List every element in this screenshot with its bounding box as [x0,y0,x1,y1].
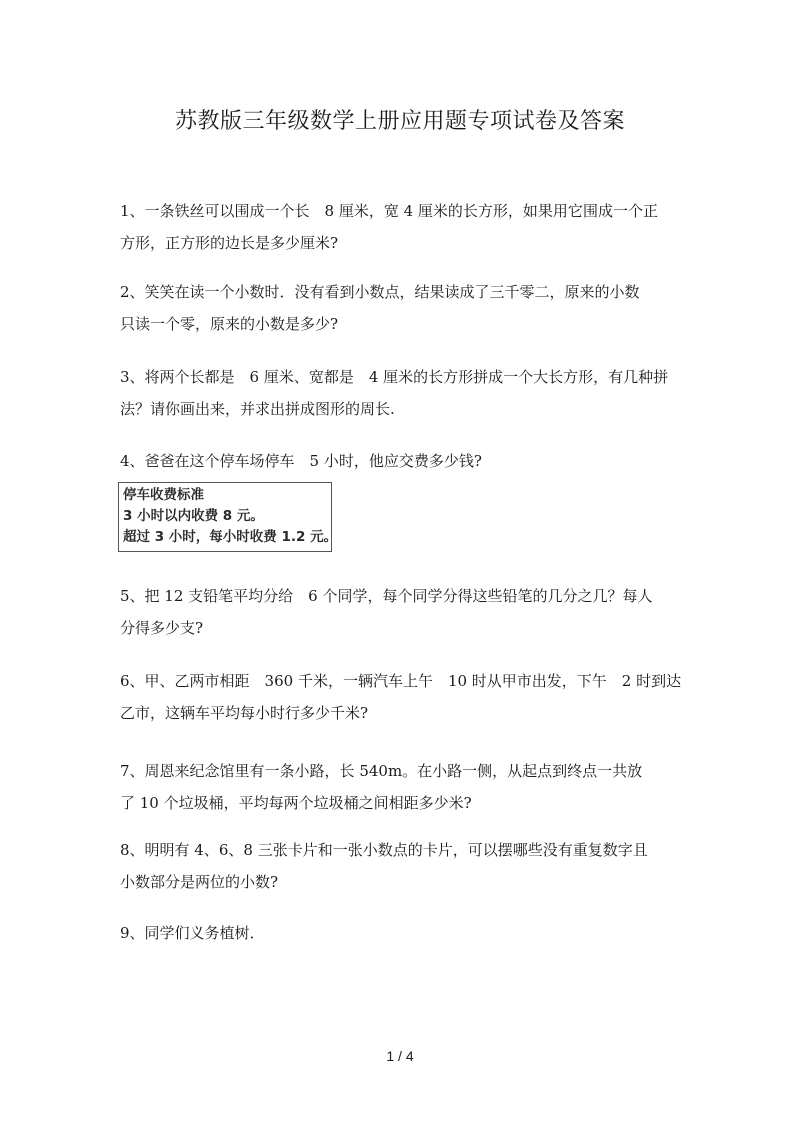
question-line: 了 10 个垃圾桶，平均每两个垃圾桶之间相距多少米? [120,794,472,812]
question-line: 9、同学们义务植树． [120,924,265,942]
question-4 [120,445,680,477]
question-line: 5、把 12 支铅笔平均分给 6 个同学，每个同学分得这些铅笔的几分之几？每人 [120,587,653,605]
question-2 [120,276,680,340]
parking-fee-table [118,482,338,552]
question-6 [120,665,680,729]
question-3 [120,361,680,425]
question-line: 法？请你画出来，并求出拼成图形的周长. [120,400,395,418]
document-title: 苏教版三年级数学上册应用题专项试卷及答案 [174,109,625,134]
question-line: 3、将两个长都是 6 厘米、宽都是 4 厘米的长方形拼成一个大长方形，有几种拼 [120,368,669,386]
question-5 [120,580,680,644]
question-line: 只读一个零，原来的小数是多少? [120,315,339,333]
question-1 [120,195,680,259]
question-line: 小数部分是两位的小数? [120,873,279,891]
question-line: 8、明明有 4、6、8 三张卡片和一张小数点的卡片，可以摆哪些没有重复数字且 [120,841,648,859]
fee-table-row: 3 小时以内收费 8 元。 [123,508,264,524]
fee-table-heading: 停车收费标准 [123,487,204,503]
question-line: 2、笑笑在读一个小数时．没有看到小数点，结果读成了三千零二，原来的小数 [120,283,640,301]
question-line: 6、甲、乙两市相距 360 千米，一辆汽车上午 10 时从甲市出发，下午 2 时到达 [120,672,682,690]
question-line: 方形，正方形的边长是多少厘米? [120,234,339,252]
question-8 [120,834,680,898]
question-line: 7、周恩来纪念馆里有一条小路，长 540m。在小路一侧，从起点到终点一共放 [120,762,643,780]
question-7 [120,755,680,819]
question-9 [120,917,680,949]
page-number: 1 / 4 [386,1048,414,1064]
fee-table-row: 超过 3 小时，每小时收费 1.2 元。 [123,529,338,545]
question-line: 分得多少支? [120,619,204,637]
question-line: 乙市，这辆车平均每小时行多少千米? [120,704,369,722]
question-line: 1、一条铁丝可以围成一个长 8 厘米，宽 4 厘米的长方形，如果用它围成一个正 [120,202,658,220]
question-line: 4、爸爸在这个停车场停车 5 小时，他应交费多少钱? [120,452,482,470]
